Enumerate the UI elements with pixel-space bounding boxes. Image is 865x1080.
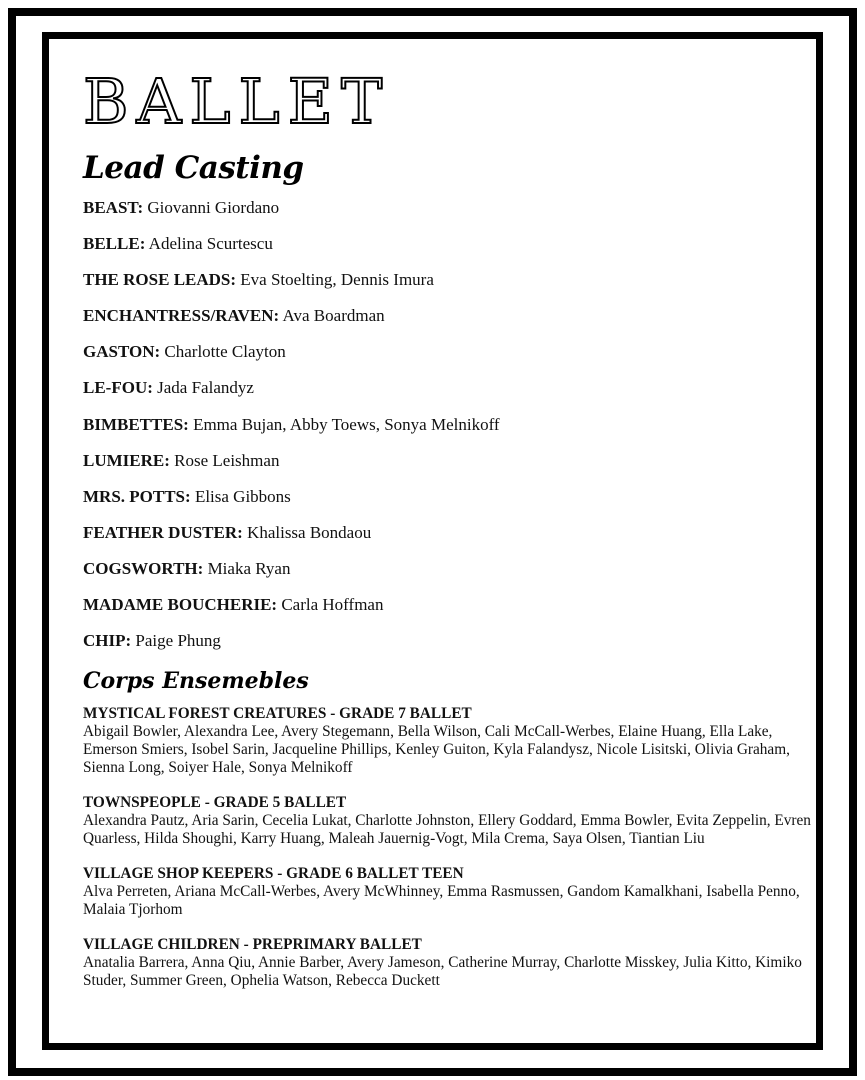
lead-role-row — [83, 306, 813, 326]
role-name: GASTON: — [83, 342, 161, 362]
role-name: THE ROSE LEADS: — [83, 270, 237, 290]
lead-role-row — [83, 523, 813, 543]
ensemble-group — [83, 794, 813, 848]
role-cast: Carla Hoffman — [281, 595, 384, 615]
lead-role-row — [83, 487, 813, 507]
ensemble-group — [83, 936, 813, 990]
lead-role-row — [83, 234, 813, 254]
role-name: COGSWORTH: — [83, 558, 204, 578]
ensemble-members: Alexandra Pautz, Aria Sarin, Cecelia Lukat, Charlotte Johnston, Ellery Goddard, Emma Bowler, Evita Zeppelin, Evren Quarless, Hilda Shoughi, Karry Huang, Maleah Jauernig-Vogt, Mila Crema, Saya Olsen, Tiantian Liu — [83, 812, 811, 848]
page-title: BALLET — [83, 65, 391, 138]
corps-ensembles-heading: Corps Ensemebles — [83, 668, 309, 695]
role-cast: Ava Boardman — [282, 306, 385, 326]
role-cast: Emma Bujan, Abby Toews, Sonya Melnikoff — [193, 414, 500, 434]
lead-role-row — [83, 378, 813, 398]
role-name: ENCHANTRESS/RAVEN: — [83, 306, 280, 326]
lead-role-row — [83, 595, 813, 615]
role-name: BIMBETTES: — [83, 414, 189, 434]
lead-role-row — [83, 451, 813, 471]
lead-role-row — [83, 342, 813, 362]
ensemble-members: Abigail Bowler, Alexandra Lee, Avery Stegemann, Bella Wilson, Cali McCall-Werbes, Elaine Huang, Ella Lake, Emerson Smiers, Isobel Sarin, Jacqueline Phillips, Kenley Guiton, Kyla Falandysz, Nicole Lisitski, Olivia Graham, Sienna Long, Soiyer Hale, Sonya Melnikoff — [83, 723, 790, 777]
role-cast: Jada Falandyz — [157, 378, 254, 398]
role-cast: Khalissa Bondaou — [247, 522, 372, 542]
lead-casting-heading: Lead Casting — [83, 150, 304, 186]
lead-role-row — [83, 415, 813, 435]
role-name: BEAST: — [83, 198, 144, 217]
role-cast: Charlotte Clayton — [164, 342, 286, 362]
lead-role-row — [83, 270, 813, 290]
ensemble-members: Anatalia Barrera, Anna Qiu, Annie Barber, Avery Jameson, Catherine Murray, Charlotte Misskey, Julia Kitto, Kimiko Studer, Summer Green, Ophelia Watson, Rebecca Duckett — [83, 954, 802, 990]
ensemble-title: VILLAGE SHOP KEEPERS - GRADE 6 BALLET TEEN — [83, 865, 464, 883]
ensemble-title: TOWNSPEOPLE - GRADE 5 BALLET — [83, 794, 347, 812]
role-cast: Paige Phung — [135, 631, 221, 651]
role-cast: Eva Stoelting, Dennis Imura — [240, 270, 434, 290]
ensemble-group — [83, 865, 813, 919]
ensemble-title: VILLAGE CHILDREN - PREPRIMARY BALLET — [83, 936, 422, 954]
role-name: CHIP: — [83, 631, 132, 651]
role-cast: Rose Leishman — [174, 450, 280, 470]
ensemble-members: Alva Perreten, Ariana McCall-Werbes, Avery McWhinney, Emma Rasmussen, Gandom Kamalkhani, Isabella Penno, Malaia Tjorhom — [83, 883, 800, 919]
role-name: MRS. POTTS: — [83, 486, 191, 506]
lead-role-row — [83, 631, 813, 651]
lead-role-row — [83, 198, 813, 218]
cast-sheet — [83, 65, 813, 1007]
role-name: BELLE: — [83, 234, 146, 254]
role-cast: Adelina Scurtescu — [148, 234, 273, 254]
lead-cast-list — [83, 198, 813, 651]
role-name: LE-FOU: — [83, 378, 153, 398]
role-cast: Miaka Ryan — [207, 558, 291, 578]
lead-role-row — [83, 559, 813, 579]
ensemble-title: MYSTICAL FOREST CREATURES - GRADE 7 BALLET — [83, 705, 472, 723]
role-cast: Elisa Gibbons — [194, 486, 291, 506]
ensemble-group — [83, 705, 813, 777]
role-cast: Giovanni Giordano — [147, 198, 280, 217]
role-name: LUMIERE: — [83, 450, 170, 470]
role-name: FEATHER DUSTER: — [83, 522, 243, 542]
role-name: MADAME BOUCHERIE: — [83, 595, 278, 615]
